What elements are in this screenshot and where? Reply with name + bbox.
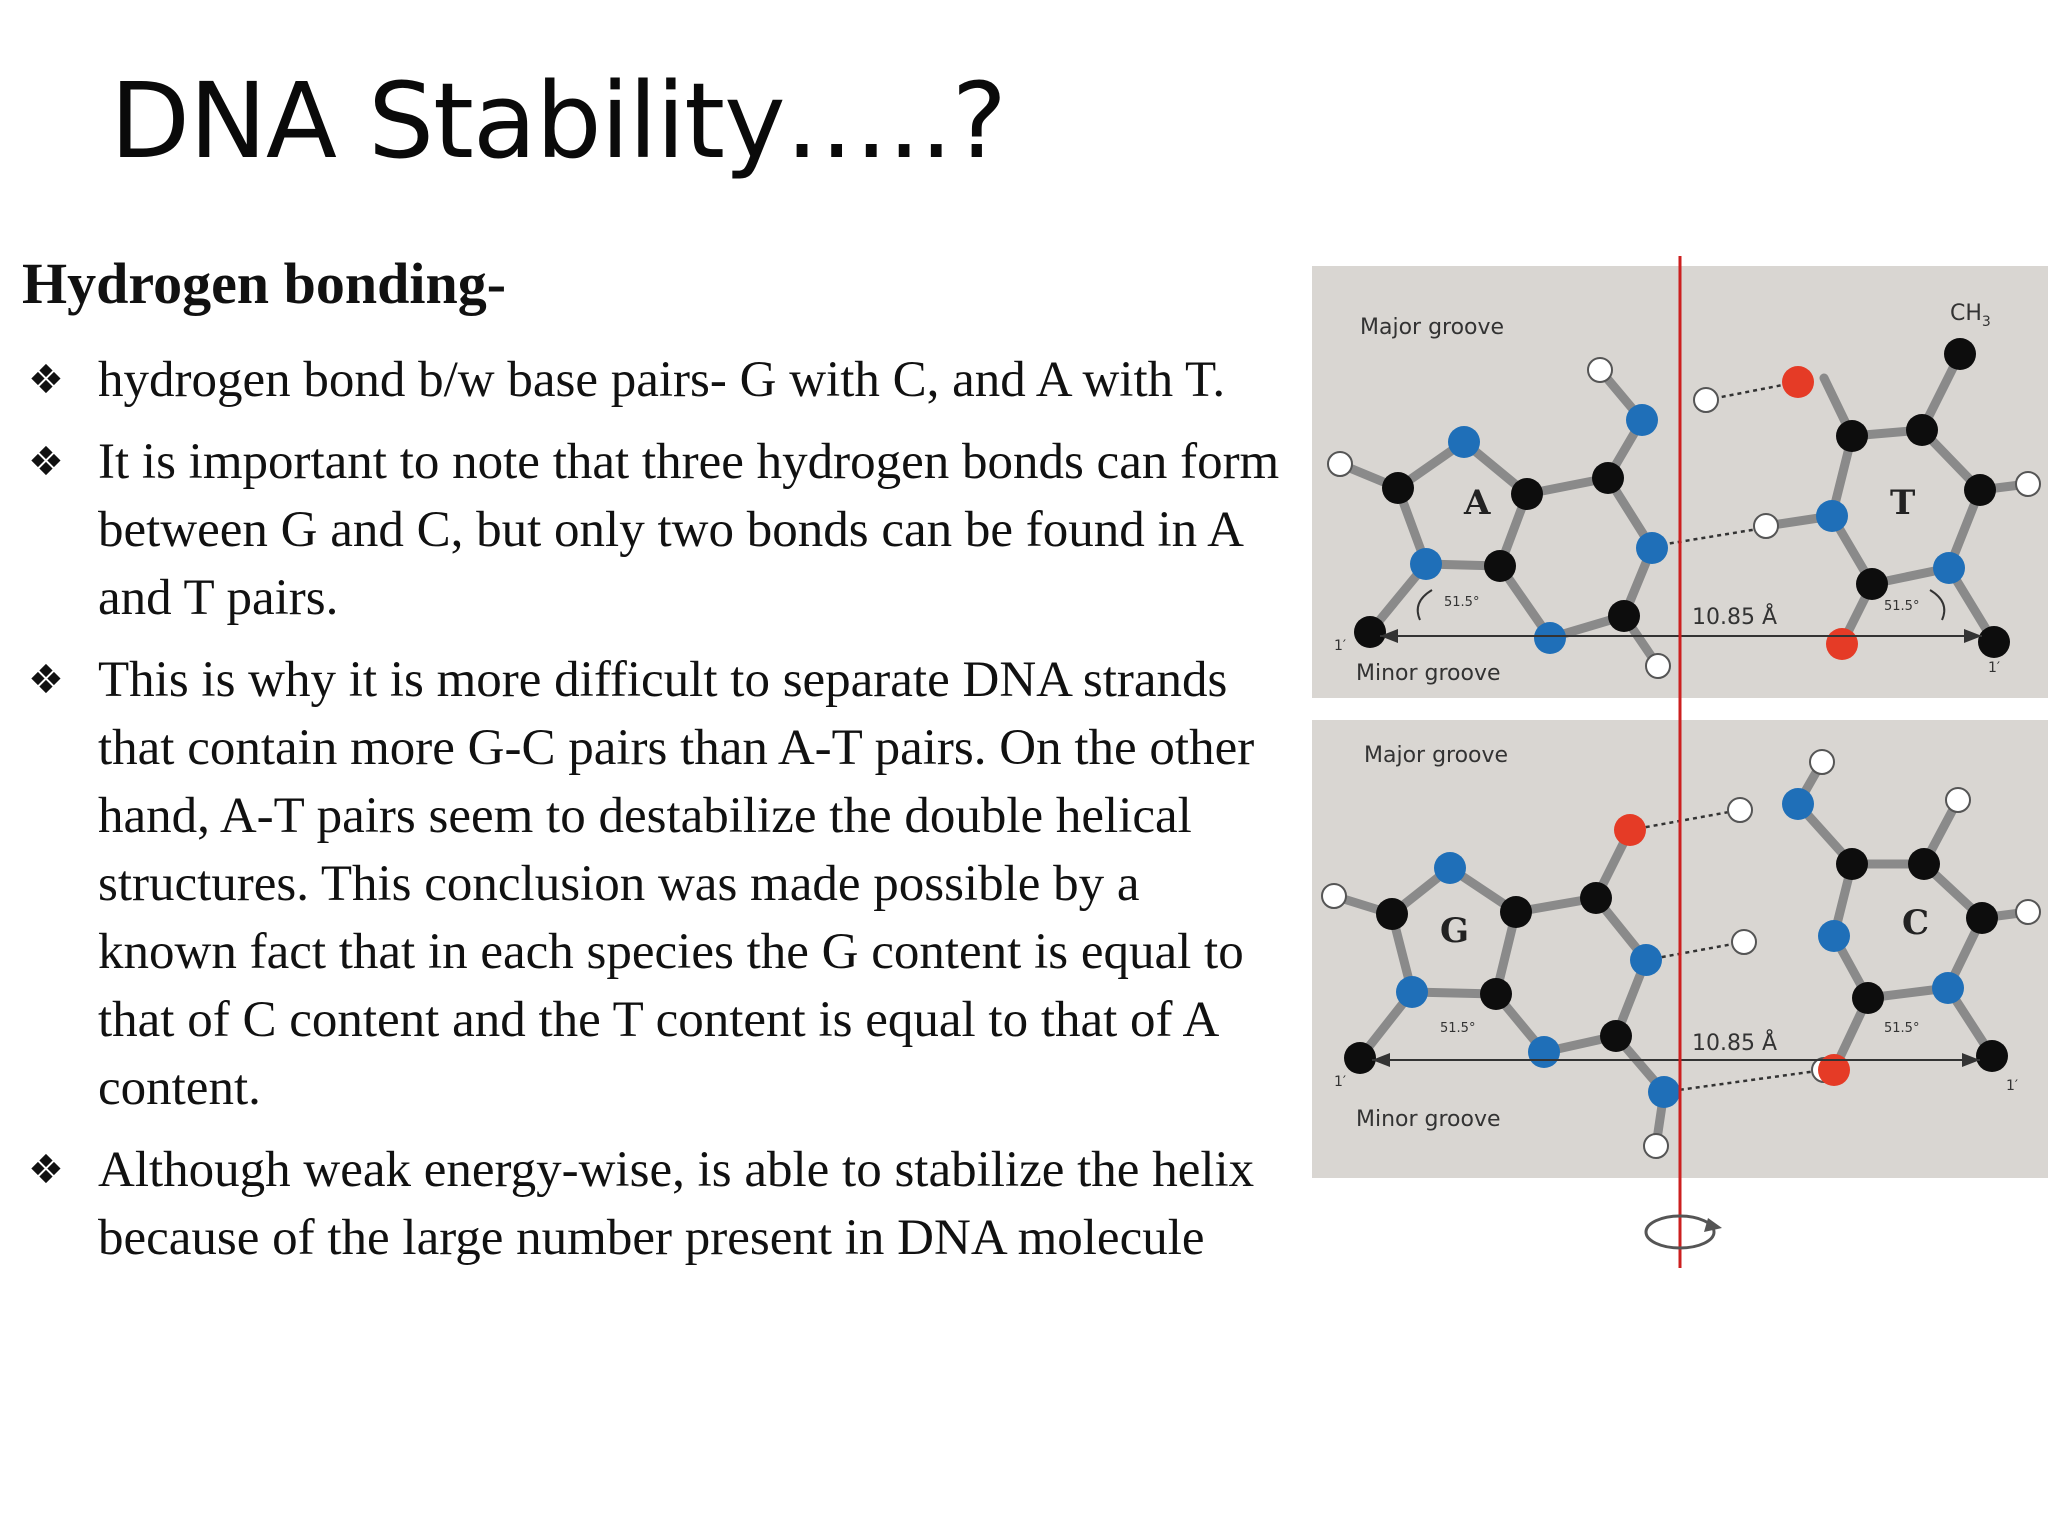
methyl-subscript: 3 — [1981, 314, 1991, 330]
at-minor-groove-label: Minor groove — [1356, 661, 1501, 686]
at-angle-left-label: 51.5° — [1444, 595, 1480, 610]
base-pair-figure — [1312, 252, 2048, 1392]
section-heading: Hydrogen bonding- — [22, 251, 507, 316]
diamond-bullet-icon: ❖ — [28, 357, 64, 403]
gc-minor-groove-label: Minor groove — [1356, 1107, 1501, 1132]
bullet-text: Although weak energy-wise, is able to stabilize the helix because of the large number present in DNA molecule — [98, 1142, 1255, 1266]
at-distance-label: 10.85 Å — [1692, 605, 1778, 630]
base-g-label: G — [1440, 911, 1470, 951]
bullet-text: hydrogen bond b/w base pairs- G with C, and A with T. — [98, 352, 1226, 408]
gc-prime-right-label: 1′ — [2006, 1078, 2019, 1094]
bullet-item — [22, 646, 1282, 1122]
bullet-item — [22, 428, 1282, 632]
gc-angle-right-label: 51.5° — [1884, 1021, 1920, 1036]
gc-major-groove-label: Major groove — [1364, 743, 1509, 768]
methyl-text: CH — [1950, 301, 1982, 326]
base-pair-diagram — [1312, 252, 2048, 1392]
gc-distance-label: 10.85 Å — [1692, 1031, 1778, 1056]
bullet-list — [22, 346, 1282, 1286]
base-t-label: T — [1890, 483, 1916, 523]
base-c-label: C — [1902, 903, 1930, 943]
gc-angle-left-label: 51.5° — [1440, 1021, 1476, 1036]
slide-title: DNA Stability…..? — [110, 60, 1006, 182]
diamond-bullet-icon: ❖ — [28, 439, 64, 485]
bullet-item — [22, 346, 1282, 414]
bullet-item — [22, 1136, 1282, 1272]
bullet-text: It is important to note that three hydrogen bonds can form between G and C, but only two bonds can be found in A and T pairs. — [98, 434, 1280, 626]
bullet-text: This is why it is more difficult to separate DNA strands that contain more G-C pairs than A-T pairs. On the other hand, A-T pairs seem to destabilize the double helical structures. This conclusion was made possible by a known fact that in each species the G content is equal to that of C content and the T content is equal to that of A content. — [98, 652, 1255, 1116]
gc-prime-left-label: 1′ — [1334, 1074, 1347, 1090]
diamond-bullet-icon: ❖ — [28, 1147, 64, 1193]
at-prime-right-label: 1′ — [1988, 660, 2001, 676]
at-prime-left-label: 1′ — [1334, 638, 1347, 654]
base-a-label: A — [1464, 483, 1491, 523]
diamond-bullet-icon: ❖ — [28, 657, 64, 703]
at-major-groove-label: Major groove — [1360, 315, 1505, 340]
rotation-arrow-icon — [1646, 1216, 1722, 1248]
at-angle-right-label: 51.5° — [1884, 599, 1920, 614]
